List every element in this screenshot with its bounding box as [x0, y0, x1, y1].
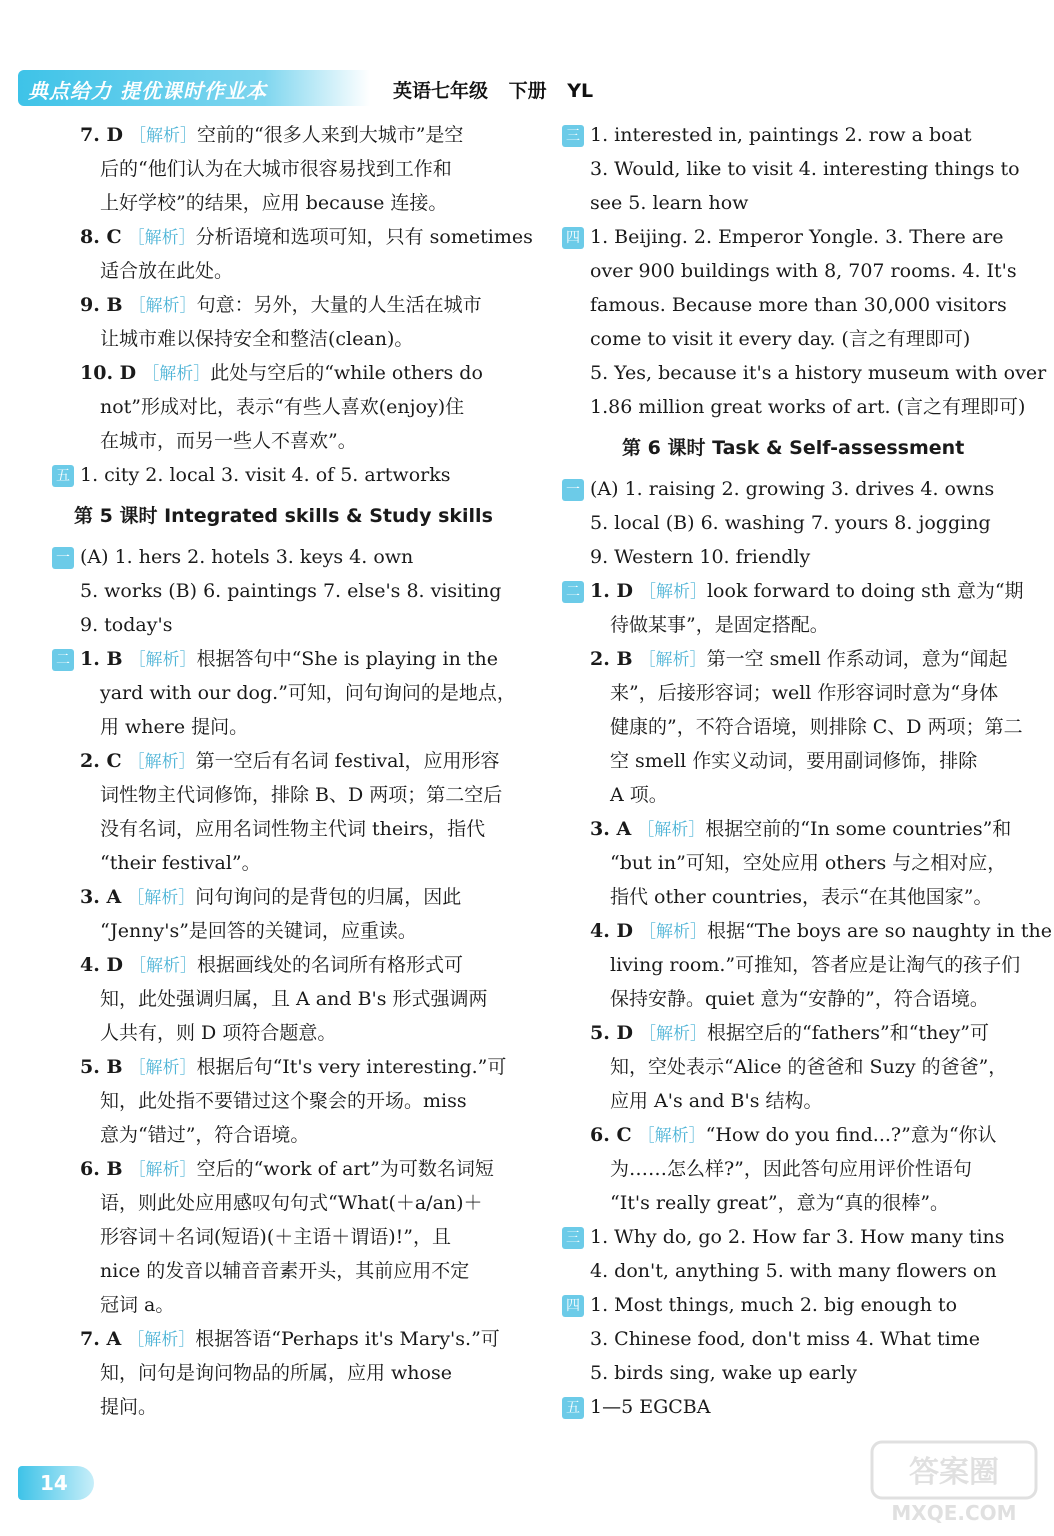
answer-line: 意为“错过”，符合语境。	[100, 1124, 310, 1146]
answer-line: 5. local (B) 6. washing 7. yours 8. jogging	[590, 512, 991, 534]
left-column	[52, 118, 533, 1424]
answer-line: 在城市，而另一些人不喜欢”。	[100, 430, 357, 452]
answer-line: 4. D ［解析］根据画线处的名词所有格形式可	[80, 954, 463, 976]
answer-line: 9. today's	[80, 614, 173, 636]
answer-line: 上好学校”的结果，应用 because 连接。	[100, 192, 448, 214]
answer-line: 9. B ［解析］句意：另外，大量的人生活在城市	[80, 294, 482, 316]
lesson-5-heading: 第 5 课时 Integrated skills & Study skills	[74, 505, 493, 527]
answer-line: 空 smell 作实义动词，要用副词修饰，排除	[610, 750, 978, 772]
section-marker-icon: 四	[562, 227, 584, 249]
section-marker-icon: 五	[52, 465, 74, 487]
brand-banner	[18, 70, 370, 106]
answer-line: yard with our dog.”可知，问句询问的是地点，	[100, 682, 516, 704]
answer-line: 知，问句是询问物品的所属，应用 whose	[100, 1362, 452, 1384]
page-header	[18, 70, 658, 106]
answer-line: 5. birds sing, wake up early	[590, 1362, 858, 1384]
answer-line: “Jenny's”是回答的关键词，应重读。	[100, 920, 417, 942]
svg-text:MXQE.COM: MXQE.COM	[891, 1501, 1017, 1525]
section-marker-icon: 四	[562, 1295, 584, 1317]
answer-line: over 900 buildings with 8, 707 rooms. 4. It's	[590, 260, 1017, 282]
section-marker-icon: 一	[52, 547, 74, 569]
answer-line: 5. Yes, because it's a history museum with over	[590, 362, 1047, 384]
answer-line: 为……怎么样?”，因此答句应用评价性语句	[610, 1158, 972, 1180]
answer-line: nice 的发音以辅音音素开头，其前应用不定	[100, 1260, 470, 1282]
answer-line: 二 1. B ［解析］根据答句中“She is playing in the	[52, 642, 522, 676]
answer-line: 7. A ［解析］根据答语“Perhaps it's Mary's.”可	[80, 1328, 500, 1350]
answer-line: not”形成对比，表示“有些人喜欢(enjoy)住	[100, 396, 465, 418]
answer-line: 7. D ［解析］空前的“很多人来到大城市”是空	[80, 124, 464, 146]
answer-line: 3. Would, like to visit 4. interesting things to	[590, 158, 1020, 180]
section-marker-icon: 一	[562, 479, 584, 501]
answer-line: 应用 A's and B's 结构。	[610, 1090, 823, 1112]
section-3-answers: 三 1. interested in, paintings 2. row a boat	[562, 118, 1032, 152]
answer-line: 健康的”，不符合语境，则排除 C、D 两项；第二	[610, 716, 1023, 738]
answer-line: 知，此处指不要错过这个聚会的开场。miss	[100, 1090, 467, 1112]
answer-line: 8. C ［解析］分析语境和选项可知，只有 sometimes	[80, 226, 533, 248]
lesson-6-heading: 第 6 课时 Task & Self-assessment	[622, 437, 965, 459]
answer-line: 人共有，则 D 项符合题意。	[100, 1022, 337, 1044]
svg-text:答案圈: 答案圈	[909, 1455, 999, 1490]
answer-line: 2. C ［解析］第一空后有名词 festival，应用形容	[80, 750, 500, 772]
answer-line: 知，空处表示“Alice 的爸爸和 Suzy 的爸爸”，	[610, 1056, 1008, 1078]
answer-line: 3. A ［解析］问句询问的是背包的归属，因此	[80, 886, 462, 908]
section-marker-icon: 五	[562, 1397, 584, 1419]
section-5-answers: 五 1. city 2. local 3. visit 4. of 5. artworks	[52, 458, 522, 492]
answer-line: 词性物主代词修饰，排除 B、D 两项；第二空后	[100, 784, 503, 806]
answer-line: 知，此处强调归属，且 A and B's 形式强调两	[100, 988, 488, 1010]
answer-line: 5. B ［解析］根据后句“It's very interesting.”可	[80, 1056, 507, 1078]
answer-line: come to visit it every day. (言之有理即可)	[590, 328, 971, 350]
section-5-answers: 五 1—5 EGCBA	[562, 1390, 1032, 1424]
answer-line: 6. C ［解析］“How do you find...?”意为“你认	[590, 1124, 997, 1146]
subject-label: 英语七年级 下册 YL	[393, 80, 594, 102]
answer-line: 来”，后接形容词；well 作形容词时意为“身体	[610, 682, 999, 704]
answer-line: 3. Chinese food, don't miss 4. What time	[590, 1328, 980, 1350]
answer-line: 提问。	[100, 1396, 158, 1418]
answer-line: 6. B ［解析］空后的“work of art”为可数名词短	[80, 1158, 494, 1180]
answer-line: 5. works (B) 6. paintings 7. else's 8. visiting	[80, 580, 502, 602]
answer-line: 二 1. D ［解析］look forward to doing sth 意为“期	[562, 574, 1032, 608]
answer-line: 冠词 a。	[100, 1294, 175, 1316]
answer-line: 4. D ［解析］根据“The boys are so naughty in the	[590, 920, 1053, 942]
answer-line: living room.”可推知，答者应是让淘气的孩子们	[610, 954, 1021, 976]
answer-line: 用 where 提问。	[100, 716, 249, 738]
answer-line: 没有名词，应用名词性物主代词 theirs，指代	[100, 818, 486, 840]
answer-line: 保持安静。quiet 意为“安静的”，符合语境。	[610, 988, 989, 1010]
page-number: 14	[18, 1466, 94, 1500]
answer-line: 适合放在此处。	[100, 260, 234, 282]
answer-line: 1.86 million great works of art. (言之有理即可)	[590, 396, 1026, 418]
right-column	[562, 118, 1053, 1424]
answer-line: 3. A ［解析］根据空前的“In some countries”和	[590, 818, 1012, 840]
answer-line: 9. Western 10. friendly	[590, 546, 811, 568]
section-1-answers: 一 (A) 1. hers 2. hotels 3. keys 4. own	[52, 540, 522, 574]
answer-line: 让城市难以保持安全和整洁(clean)。	[100, 328, 414, 350]
answer-line: see 5. learn how	[590, 192, 749, 214]
section-marker-icon: 二	[562, 581, 584, 603]
answer-line: “but in”可知，空处应用 others 与之相对应，	[610, 852, 1007, 874]
answer-line: 10. D ［解析］此处与空后的“while others do	[80, 362, 483, 384]
answer-line: 形容词＋名词(短语)(＋主语＋谓语)!”，且	[100, 1226, 451, 1248]
answer-line: 4. don't, anything 5. with many flowers on	[590, 1260, 997, 1282]
section-4-answers: 四 1. Most things, much 2. big enough to	[562, 1288, 1032, 1322]
answer-line: “their festival”。	[100, 852, 261, 874]
answer-line: 5. D ［解析］根据空后的“fathers”和“they”可	[590, 1022, 989, 1044]
brand-title: 典点给力 提优课时作业本	[28, 79, 267, 103]
answer-line: 语，则此处应用感叹句句式“What(＋a/an)＋	[100, 1192, 483, 1214]
answer-line: 待做某事”，是固定搭配。	[610, 614, 829, 636]
section-marker-icon: 三	[562, 125, 584, 147]
section-4-answers: 四 1. Beijing. 2. Emperor Yongle. 3. There are	[562, 220, 1032, 254]
answer-line: 指代 other countries，表示“在其他国家”。	[610, 886, 993, 908]
answer-line: “It's really great”，意为“真的很棒”。	[610, 1192, 950, 1214]
watermark-logo	[868, 1436, 1040, 1526]
answer-line: A 项。	[610, 784, 668, 806]
section-1-answers: 一 (A) 1. raising 2. growing 3. drives 4. owns	[562, 472, 1032, 506]
answer-line: 后的“他们认为在大城市很容易找到工作和	[100, 158, 452, 180]
answer-line: famous. Because more than 30,000 visitors	[590, 294, 1007, 316]
section-marker-icon: 三	[562, 1227, 584, 1249]
answer-line: 2. B ［解析］第一空 smell 作系动词，意为“闻起	[590, 648, 1008, 670]
section-marker-icon: 二	[52, 649, 74, 671]
section-3-answers: 三 1. Why do, go 2. How far 3. How many tins	[562, 1220, 1032, 1254]
